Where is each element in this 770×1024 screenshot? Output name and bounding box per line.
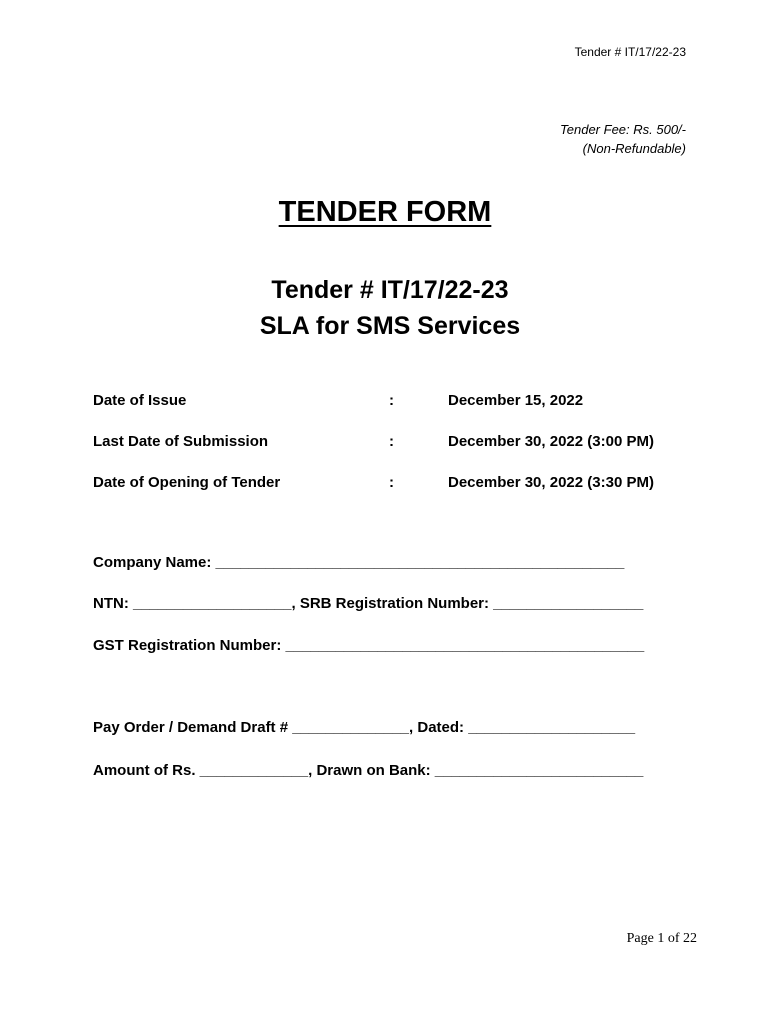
last-submission-date-label: Last Date of Submission bbox=[93, 433, 269, 450]
ntn-srb-registration-field: NTN: ___________________, SRB Registration Number: __________________ bbox=[93, 595, 644, 612]
company-name-field: Company Name: _________________________________________________ bbox=[93, 554, 625, 571]
last-submission-date-separator: : bbox=[389, 433, 394, 450]
gst-registration-field: GST Registration Number: ___________________________________________ bbox=[93, 637, 645, 654]
tender-fee-block bbox=[560, 120, 686, 158]
header-tender-reference: Tender # IT/17/22-23 bbox=[574, 45, 686, 59]
date-of-issue-label: Date of Issue bbox=[93, 392, 187, 409]
opening-date-separator: : bbox=[389, 474, 394, 491]
opening-date-value: December 30, 2022 (3:30 PM) bbox=[448, 474, 654, 491]
opening-date-label: Date of Opening of Tender bbox=[93, 474, 281, 491]
amount-bank-field: Amount of Rs. _____________, Drawn on Bank: _________________________ bbox=[93, 762, 644, 779]
tender-fee-amount: Tender Fee: Rs. 500/- bbox=[560, 122, 686, 137]
tender-subject-heading: SLA for SMS Services bbox=[259, 312, 521, 340]
page-number: Page 1 of 22 bbox=[626, 931, 697, 946]
pay-order-field: Pay Order / Demand Draft # ______________, Dated: ____________________ bbox=[93, 719, 636, 736]
date-of-issue-separator: : bbox=[389, 392, 394, 409]
tender-number-heading: Tender # IT/17/22-23 bbox=[271, 276, 509, 304]
last-submission-date-value: December 30, 2022 (3:00 PM) bbox=[448, 433, 654, 450]
document-title: TENDER FORM bbox=[278, 196, 492, 228]
date-of-issue-value: December 15, 2022 bbox=[448, 392, 584, 409]
tender-fee-note: (Non-Refundable) bbox=[582, 141, 686, 156]
